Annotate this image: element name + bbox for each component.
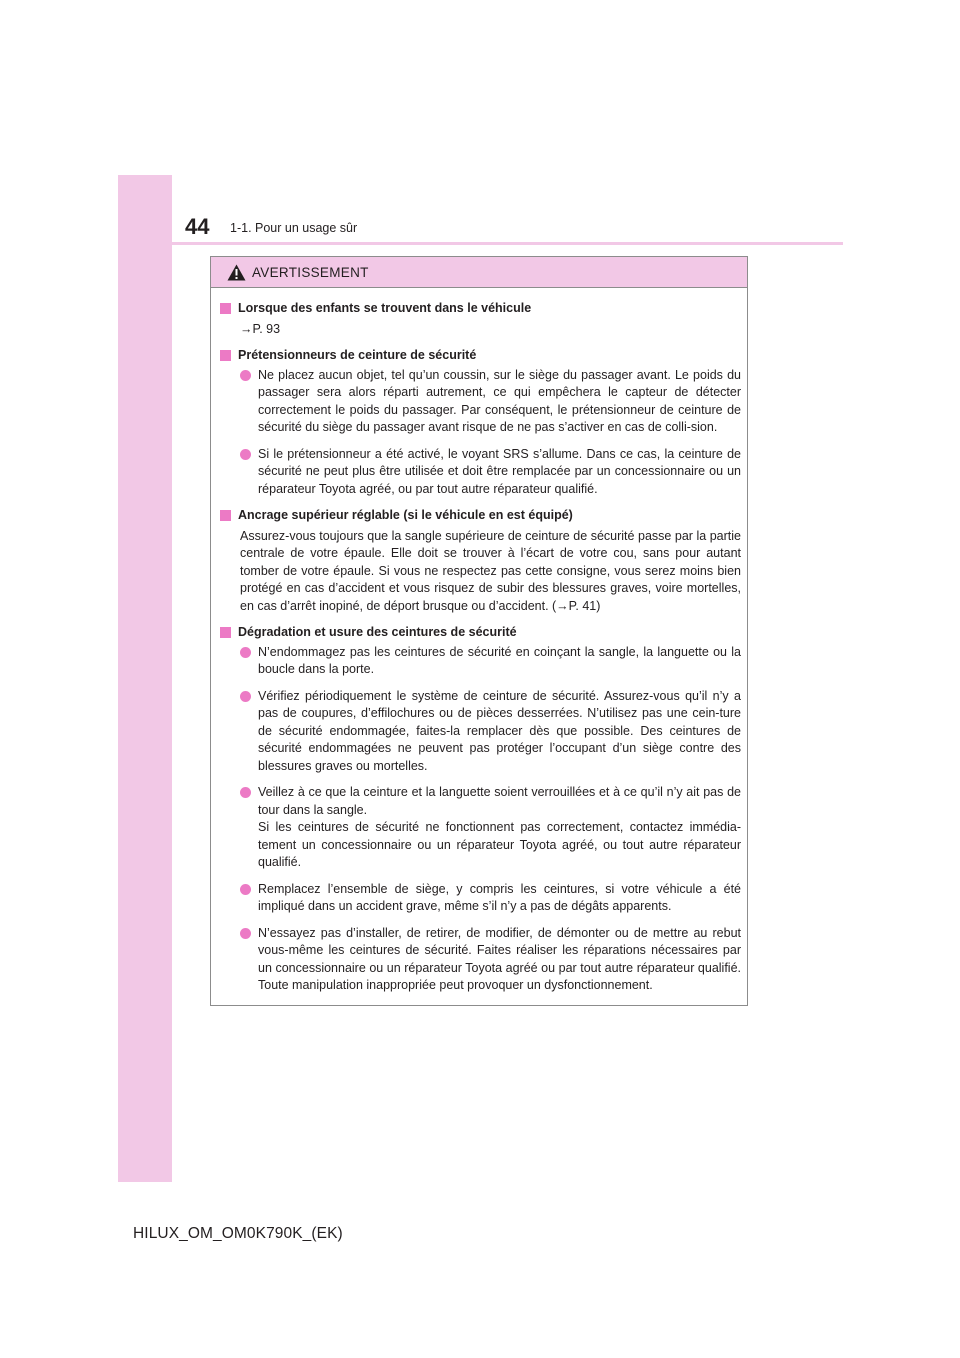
round-bullet-icon <box>240 884 251 895</box>
round-bullet-icon <box>240 787 251 798</box>
section-heading: Lorsque des enfants se trouvent dans le véhicule <box>238 301 532 315</box>
list-item-continuation: Si les ceintures de sécurité ne fonctionnent pas correctement, contactez immédia-tement un concessionnaire ou un réparateur Toyota agréé, ou tout autre réparateur qualifié. <box>258 820 741 869</box>
warning-body <box>211 288 747 995</box>
warning-box <box>210 256 748 1006</box>
list-item <box>220 881 741 916</box>
list-item-text: Si le prétensionneur a été activé, le voyant SRS s’allume. Dans ce cas, la ceinture de sécurité ne peut plus être utilisée et doit être remplacée par un concessionnaire ou un réparateur Toyota agréé, ou par tout autre réparateur qualifié. <box>258 446 741 496</box>
page-reference: →P. 93 <box>240 321 281 336</box>
header-rule <box>118 242 843 245</box>
square-bullet-icon <box>220 510 231 521</box>
side-tab-band <box>118 175 172 1182</box>
section-heading: Prétensionneurs de ceinture de sécurité <box>238 348 477 362</box>
list-item <box>220 688 741 776</box>
list-item <box>220 925 741 995</box>
list-item-text <box>258 784 741 872</box>
section-anchor <box>220 507 741 615</box>
section-heading: Dégradation et usure des ceintures de sécurité <box>238 625 517 639</box>
warning-title: AVERTISSEMENT <box>252 265 369 280</box>
list-item-text: Ne placez aucun objet, tel qu’un coussin, sur le siège du passager avant. Le poids du passager sera alors réparti autrement, ce qui empêchera le capteur de détecter correctement le poids du passager. Par conséquent, le prétensionneur de ceinture de sécurité du siège du passager avant risque de ne pas s’activer en cas de colli-sion. <box>258 367 741 434</box>
square-bullet-icon <box>220 303 231 314</box>
list-item-text-line: Veillez à ce que la ceinture et la languette soient verrouillées et à ce qu’il n’y ait pas de tour dans la sangle. <box>258 785 741 817</box>
page-number: 44 <box>185 214 210 239</box>
round-bullet-icon <box>240 370 251 381</box>
section-paragraph: Assurez-vous toujours que la sangle supérieure de ceinture de sécurité passe par la partie centrale de votre épaule. Elle doit se trouver à l’écart de votre cou, sans pour autant tomber de votre épaule. Si vous ne respectez pas cette consigne, vous serez moins bien protégé en cas d’accident et vous risquez de subir des blessures graves, voire mortelles, en cas d’arrêt inopiné, de déport brusque ou d’accident. (→P. 41) <box>240 528 741 613</box>
list-item <box>220 644 741 679</box>
section-pretensioners <box>220 347 741 498</box>
square-bullet-icon <box>220 627 231 638</box>
warning-header <box>211 257 747 288</box>
list-item-text: Vérifiez périodiquement le système de ceinture de sécurité. Assurez-vous qu’il n’y a pas de coupures, d’effilochures ou de pièces desserrées. N’utilisez pas une cein-ture de sécurité endommagée, faites-la remplacer dès que possible. Des ceintures de sécurité endommagées ne peuvent pas protéger l’occupant d’un siège contre des blessures graves ou mortelles. <box>258 688 741 773</box>
round-bullet-icon <box>240 449 251 460</box>
list-item-text: Remplacez l’ensemble de siège, y compris les ceintures, si votre véhicule a été impliqué dans un accident grave, même s’il n’y a pas de dégâts apparents. <box>258 881 741 913</box>
warning-triangle-icon <box>227 264 246 281</box>
list-item <box>220 446 741 499</box>
section-title: 1-1. Pour un usage sûr <box>230 221 358 235</box>
list-item-text: N’essayez pas d’installer, de retirer, de modifier, de démonter ou de mettre au rebut vous-même les ceintures de sécurité. Faites réaliser les réparations nécessaires par un concessionnaire ou un réparateur Toyota agréé ou par tout autre réparateur qualifié. Toute manipulation inappropriée peut provoquer un dysfonctionnement. <box>258 925 741 992</box>
round-bullet-icon <box>240 691 251 702</box>
document-code: HILUX_OM_OM0K790K_(EK) <box>133 1225 343 1242</box>
list-item <box>220 784 741 872</box>
round-bullet-icon <box>240 647 251 658</box>
section-children <box>220 300 741 338</box>
list-item <box>220 367 741 437</box>
section-heading: Ancrage supérieur réglable (si le véhicule en est équipé) <box>238 508 573 522</box>
square-bullet-icon <box>220 350 231 361</box>
section-wear <box>220 624 741 995</box>
round-bullet-icon <box>240 928 251 939</box>
list-item-text: N’endommagez pas les ceintures de sécurité en coinçant la sangle, la languette ou la boucle dans la porte. <box>258 644 741 676</box>
